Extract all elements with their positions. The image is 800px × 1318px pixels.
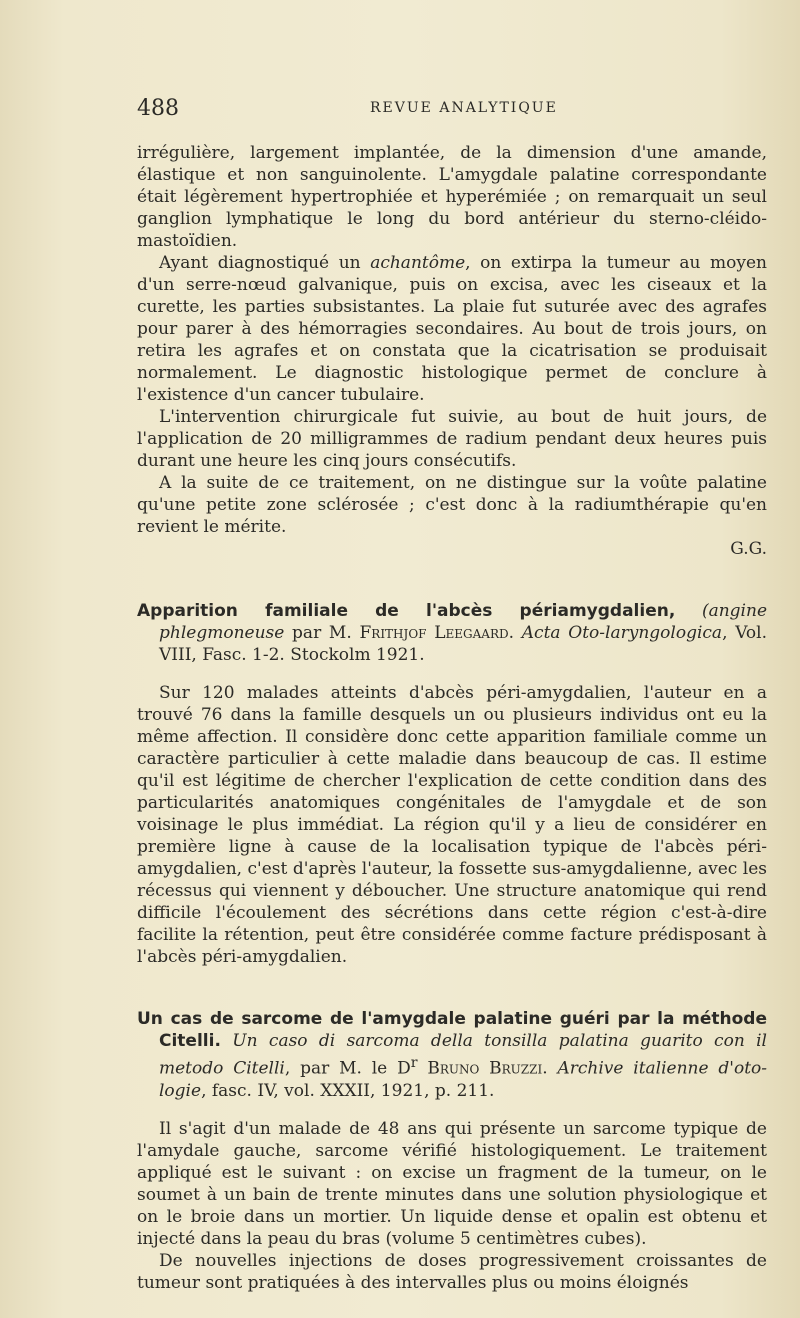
review-continuation [137,142,767,560]
paragraph: Sur 120 malades atteints d'abcès péri-amygdalien, l'auteur en a trouvé 76 dans la famille desquels un ou plusieurs individus ont eu la même affection. Il considère donc cette apparition familiale comme un caractère particulier à cette maladie dans beaucoup de cas. Il estime qu'il est légitime de chercher l'explication de cette condition dans des particularités anatomiques congénitales de l'amygdale et de son voisinage le plus immédiat. La région qu'il y a lieu de considérer en première ligne à cause de la localisation typique de l'abcès péri-amygdalien, c'est d'après l'auteur, la fossette sus-amygdalienne, avec les récessus qui viennent y déboucher. Une structure anatomique qui rend difficile l'écoulement des sécrétions dans cette région c'est-à-dire facilite la rétention, peut être considérée comme facture prédisposant à l'abcès péri-amygdalien. [137,683,767,967]
paragraph: L'intervention chirurgicale fut suivie, au bout de huit jours, de l'application de 20 milligrammes de radium pendant deux heures puis durant une heure les cinq jours consécutifs. [137,407,767,471]
article-heading: Un cas de sarcome de l'amygdale palatine guéri par la méthode Citelli. [137,1009,767,1051]
paragraph: De nouvelles injections de doses progressivement croissantes de tumeur sont pratiquées à des intervalles plus ou moins éloignés [137,1250,767,1293]
journal-name: Archive italienne d'oto-logie [159,1058,768,1101]
italic-term: achantôme [370,253,466,273]
article-abces [137,600,767,968]
article-sarcome [137,1008,767,1294]
paragraph: Il s'agit d'un malade de 48 ans qui présente un sarcome typique de l'amydale gauche, sarcome vérifié histologiquement. Le traitement appliqué est le suivant : on excise un fragment de la tumeur, on le soumet à un bain de trente minutes dans une solution physiologique et on le broie dans un mortier. Un liquide dense et opalin est obtenu et injecté dans la peau du bras (volume 5 centimètres cubes). [137,1118,767,1249]
article-heading: Apparition familiale de l'abcès périamygdalien, [137,601,676,621]
article-title: Apparition familiale de l'abcès périamygdalien, (angine phlegmoneuse par M. Frithjof Leegaard. Acta Oto-laryngologica, Vol. VIII, Fasc. 1-2. Stockolm 1921. [137,601,767,665]
article-title: Un cas de sarcome de l'amygdale palatine guéri par la méthode Citelli. Un caso di sarcoma della tonsilla palatina guarito con il metodo Citelli, par M. le $D^r$ Bruno Bruzzi. Archive italienne d'oto-logie, fasc. IV, vol. XXXII, 1921, p. 211. [137,1009,768,1101]
page-header [137,96,767,124]
author-name: Bruno Bruzzi. [427,1058,548,1079]
paragraph: Ayant diagnostiqué un achantôme, on extirpa la tumeur au moyen d'un serre-nœud galvanique, puis on excisa, avec les ciseaux et la curette, les parties subsistantes. La plaie fut suturée avec des agrafes pour parer à des hémorragies secondaires. Au bout de trois jours, on retira les agrafes et on constata que la cicatrisation se produisait normalement. Le diagnostic histologique permet de conclure à l'existence d'un cancer tubulaire. [137,253,768,405]
paragraph: A la suite de ce traitement, on ne distingue sur la voûte palatine qu'une petite zone sclérosée ; c'est donc à la radiumthérapie qu'en revient le mérite. [137,473,767,537]
journal-name: Acta Oto-laryngologica [521,623,723,643]
page-number: 488 [137,96,179,121]
reviewer-signature: G.G. [730,539,767,559]
page-body [137,142,767,1294]
author-name: Frithjof Leegaard. [359,623,515,643]
running-title: REVUE ANALYTIQUE [370,100,558,116]
paragraph: irrégulière, largement implantée, de la dimension d'une amande, élastique et non sanguinolente. L'amygdale palatine correspondante était légèrement hypertrophiée et hyperémiée ; on remarquait un seul ganglion lymphatique le long du bord antérieur du sterno-cléido-mastoïdien. [137,143,767,251]
